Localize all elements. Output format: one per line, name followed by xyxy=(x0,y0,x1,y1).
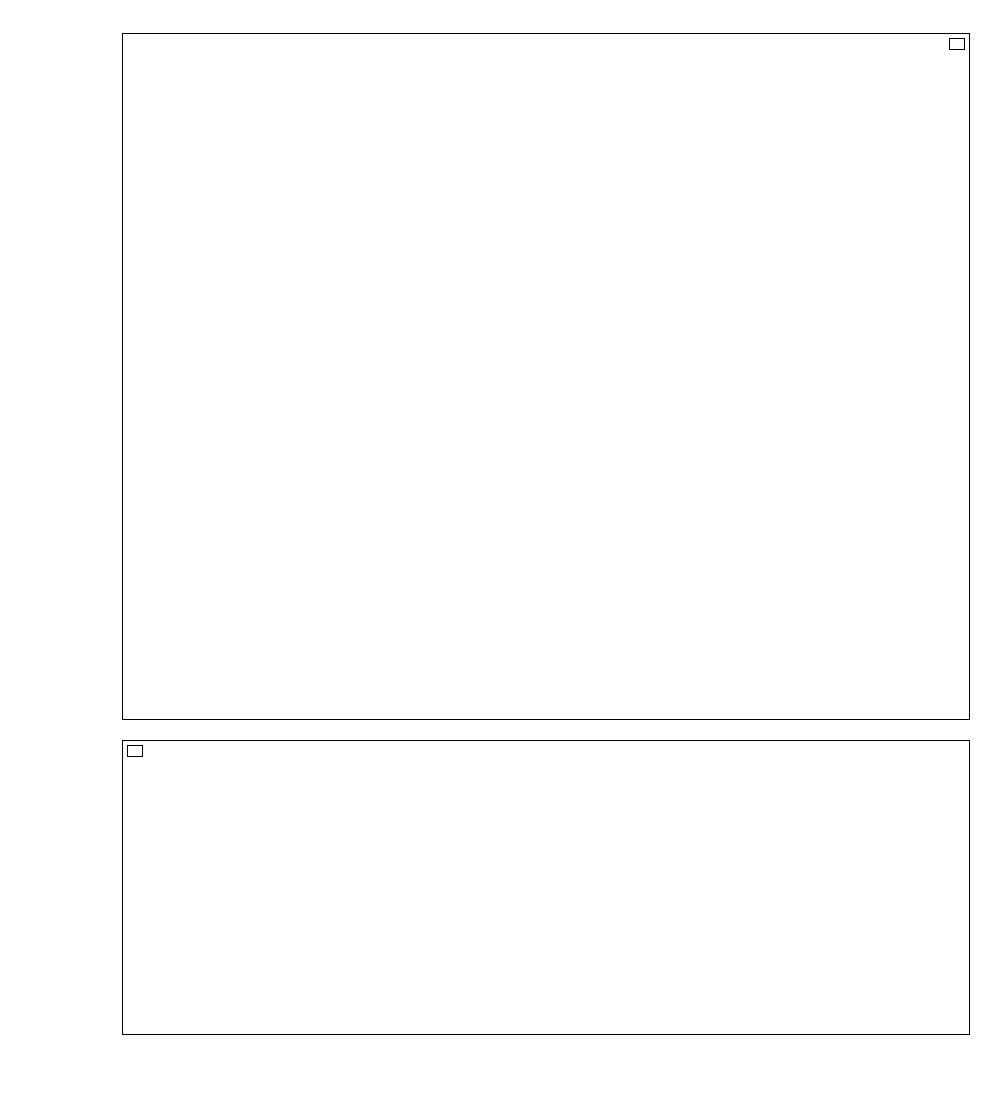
rupture-count-plot xyxy=(122,740,970,1035)
rupture-count-plot-area xyxy=(123,741,969,1034)
incremental-rate-plot-area xyxy=(123,34,969,719)
rupture-count-legend xyxy=(127,745,143,757)
incremental-rate-plot xyxy=(122,33,970,720)
incremental-rate-legend xyxy=(949,38,965,50)
